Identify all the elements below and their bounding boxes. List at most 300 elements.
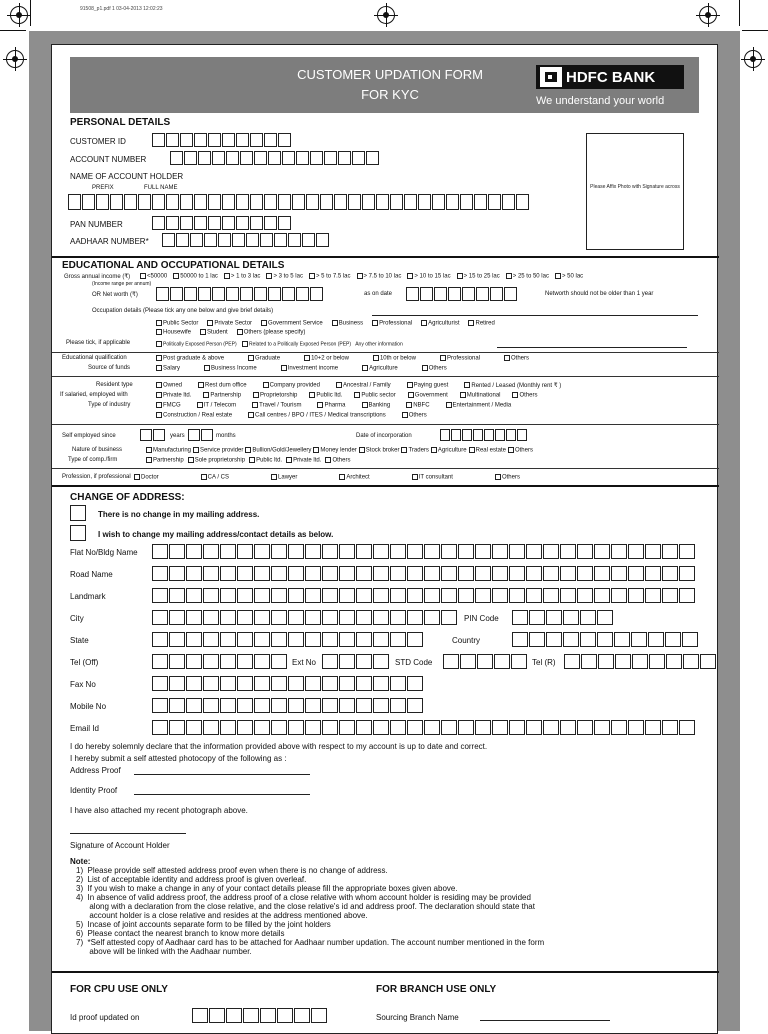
option-checkbox[interactable]: [156, 382, 162, 388]
char-box[interactable]: [322, 588, 338, 603]
option-item[interactable]: [362, 402, 391, 409]
char-box[interactable]: [407, 588, 423, 603]
option-item[interactable]: [198, 382, 247, 389]
char-box[interactable]: [424, 544, 440, 559]
char-box[interactable]: [424, 566, 440, 581]
char-box[interactable]: [476, 287, 489, 301]
char-box[interactable]: [512, 632, 528, 647]
char-box[interactable]: [296, 287, 309, 301]
char-box[interactable]: [237, 720, 253, 735]
char-box[interactable]: [220, 544, 236, 559]
char-box[interactable]: [543, 588, 559, 603]
char-box[interactable]: [390, 566, 406, 581]
option-item[interactable]: [469, 447, 506, 454]
char-box[interactable]: [254, 720, 270, 735]
char-box[interactable]: [169, 698, 185, 713]
tel-off-boxes[interactable]: [152, 654, 288, 669]
char-box[interactable]: [254, 588, 270, 603]
address-proof-line[interactable]: [134, 774, 310, 775]
char-box[interactable]: [666, 654, 682, 669]
option-checkbox[interactable]: [248, 412, 254, 418]
char-box[interactable]: [611, 720, 627, 735]
char-box[interactable]: [212, 151, 225, 165]
option-item[interactable]: [464, 382, 561, 389]
option-item[interactable]: [252, 402, 301, 409]
char-box[interactable]: [506, 429, 516, 441]
char-box[interactable]: [222, 216, 235, 230]
char-box[interactable]: [645, 588, 661, 603]
option-item[interactable]: [495, 474, 520, 481]
city-boxes[interactable]: [152, 610, 458, 625]
option-checkbox[interactable]: [464, 382, 470, 388]
char-box[interactable]: [390, 698, 406, 713]
option-checkbox[interactable]: [495, 474, 501, 480]
option-checkbox[interactable]: [504, 355, 510, 361]
char-box[interactable]: [305, 720, 321, 735]
char-box[interactable]: [260, 233, 273, 247]
char-box[interactable]: [356, 610, 372, 625]
char-box[interactable]: [451, 429, 461, 441]
option-item[interactable]: [431, 447, 467, 454]
char-box[interactable]: [169, 676, 185, 691]
option-checkbox[interactable]: [198, 382, 204, 388]
char-box[interactable]: [404, 194, 417, 210]
char-box[interactable]: [484, 429, 494, 441]
char-box[interactable]: [560, 720, 576, 735]
option-checkbox[interactable]: [271, 474, 277, 480]
char-box[interactable]: [492, 566, 508, 581]
option-checkbox[interactable]: [372, 320, 378, 326]
option-checkbox[interactable]: [146, 457, 152, 463]
char-box[interactable]: [356, 654, 372, 669]
char-box[interactable]: [645, 544, 661, 559]
char-box[interactable]: [220, 610, 236, 625]
char-box[interactable]: [373, 544, 389, 559]
option-checkbox[interactable]: [512, 392, 518, 398]
char-box[interactable]: [186, 544, 202, 559]
char-box[interactable]: [407, 676, 423, 691]
char-box[interactable]: [356, 566, 372, 581]
char-box[interactable]: [543, 544, 559, 559]
char-box[interactable]: [180, 216, 193, 230]
char-box[interactable]: [352, 151, 365, 165]
char-box[interactable]: [441, 566, 457, 581]
char-box[interactable]: [82, 194, 95, 210]
full-name-boxes[interactable]: [68, 194, 530, 210]
networth-boxes[interactable]: [156, 287, 324, 301]
option-item[interactable]: [207, 320, 252, 327]
char-box[interactable]: [373, 654, 389, 669]
country-boxes[interactable]: [512, 632, 699, 647]
char-box[interactable]: [237, 588, 253, 603]
char-box[interactable]: [226, 1008, 242, 1023]
char-box[interactable]: [180, 133, 193, 147]
char-box[interactable]: [208, 194, 221, 210]
option-checkbox[interactable]: [252, 402, 258, 408]
option-checkbox[interactable]: [362, 402, 368, 408]
option-checkbox[interactable]: [286, 457, 292, 463]
char-box[interactable]: [407, 720, 423, 735]
char-box[interactable]: [194, 133, 207, 147]
char-box[interactable]: [546, 632, 562, 647]
char-box[interactable]: [203, 632, 219, 647]
option-checkbox[interactable]: [457, 273, 463, 279]
char-box[interactable]: [407, 610, 423, 625]
option-checkbox[interactable]: [281, 365, 287, 371]
char-box[interactable]: [509, 720, 525, 735]
char-box[interactable]: [390, 720, 406, 735]
char-box[interactable]: [250, 216, 263, 230]
option-item[interactable]: [325, 457, 350, 464]
option-checkbox[interactable]: [469, 447, 475, 453]
char-box[interactable]: [218, 233, 231, 247]
option-item[interactable]: [446, 402, 512, 409]
char-box[interactable]: [597, 610, 613, 625]
char-box[interactable]: [192, 1008, 208, 1023]
char-box[interactable]: [169, 566, 185, 581]
char-box[interactable]: [356, 676, 372, 691]
char-box[interactable]: [294, 1008, 310, 1023]
char-box[interactable]: [390, 632, 406, 647]
char-box[interactable]: [274, 233, 287, 247]
char-box[interactable]: [560, 566, 576, 581]
pan-boxes[interactable]: [152, 216, 292, 230]
option-item[interactable]: [555, 273, 583, 280]
char-box[interactable]: [194, 216, 207, 230]
flat-boxes[interactable]: [152, 544, 696, 559]
option-checkbox[interactable]: [237, 329, 243, 335]
char-box[interactable]: [254, 676, 270, 691]
option-checkbox[interactable]: [362, 365, 368, 371]
char-box[interactable]: [458, 566, 474, 581]
char-box[interactable]: [373, 588, 389, 603]
option-checkbox[interactable]: [460, 392, 466, 398]
option-item[interactable]: [193, 447, 243, 454]
char-box[interactable]: [611, 544, 627, 559]
char-box[interactable]: [356, 588, 372, 603]
char-box[interactable]: [516, 194, 529, 210]
char-box[interactable]: [226, 151, 239, 165]
char-box[interactable]: [594, 720, 610, 735]
option-item[interactable]: [134, 474, 159, 481]
char-box[interactable]: [443, 654, 459, 669]
char-box[interactable]: [169, 720, 185, 735]
char-box[interactable]: [278, 133, 291, 147]
option-item[interactable]: [266, 273, 303, 280]
char-box[interactable]: [577, 588, 593, 603]
option-item[interactable]: [261, 320, 323, 327]
char-box[interactable]: [169, 610, 185, 625]
char-box[interactable]: [322, 566, 338, 581]
char-box[interactable]: [278, 194, 291, 210]
option-checkbox[interactable]: [156, 392, 162, 398]
char-box[interactable]: [373, 566, 389, 581]
char-box[interactable]: [220, 676, 236, 691]
char-box[interactable]: [475, 566, 491, 581]
char-box[interactable]: [339, 632, 355, 647]
char-box[interactable]: [288, 610, 304, 625]
char-box[interactable]: [236, 194, 249, 210]
char-box[interactable]: [649, 654, 665, 669]
char-box[interactable]: [529, 632, 545, 647]
option-item[interactable]: [156, 355, 224, 362]
char-box[interactable]: [152, 133, 165, 147]
char-box[interactable]: [166, 133, 179, 147]
char-box[interactable]: [282, 287, 295, 301]
email-boxes[interactable]: [152, 720, 696, 735]
char-box[interactable]: [495, 429, 505, 441]
char-box[interactable]: [339, 544, 355, 559]
no-change-checkbox[interactable]: [70, 505, 86, 521]
char-box[interactable]: [458, 720, 474, 735]
char-box[interactable]: [198, 151, 211, 165]
char-box[interactable]: [645, 566, 661, 581]
char-box[interactable]: [560, 588, 576, 603]
char-box[interactable]: [322, 610, 338, 625]
char-box[interactable]: [203, 566, 219, 581]
option-item[interactable]: [362, 365, 398, 372]
char-box[interactable]: [683, 654, 699, 669]
char-box[interactable]: [406, 287, 419, 301]
option-item[interactable]: [332, 320, 363, 327]
char-box[interactable]: [240, 151, 253, 165]
char-box[interactable]: [152, 588, 168, 603]
option-checkbox[interactable]: [188, 457, 194, 463]
char-box[interactable]: [203, 676, 219, 691]
char-box[interactable]: [222, 194, 235, 210]
char-box[interactable]: [564, 654, 580, 669]
char-box[interactable]: [190, 233, 203, 247]
sourcing-branch-line[interactable]: [480, 1020, 610, 1021]
char-box[interactable]: [156, 287, 169, 301]
option-checkbox[interactable]: [359, 447, 365, 453]
option-item[interactable]: [407, 382, 449, 389]
char-box[interactable]: [339, 588, 355, 603]
char-box[interactable]: [152, 194, 165, 210]
char-box[interactable]: [460, 194, 473, 210]
char-box[interactable]: [526, 588, 542, 603]
option-item[interactable]: [140, 273, 167, 280]
option-checkbox[interactable]: [173, 273, 179, 279]
option-item[interactable]: [156, 329, 191, 336]
option-item[interactable]: [146, 447, 191, 454]
char-box[interactable]: [288, 720, 304, 735]
option-item[interactable]: [200, 329, 228, 336]
mobile-boxes[interactable]: [152, 698, 424, 713]
char-box[interactable]: [432, 194, 445, 210]
char-box[interactable]: [458, 588, 474, 603]
option-checkbox[interactable]: [440, 355, 446, 361]
char-box[interactable]: [203, 610, 219, 625]
option-item[interactable]: [317, 402, 345, 409]
self-employed-years-boxes[interactable]: [140, 429, 166, 441]
char-box[interactable]: [152, 632, 168, 647]
option-checkbox[interactable]: [508, 447, 514, 453]
char-box[interactable]: [339, 676, 355, 691]
char-box[interactable]: [628, 544, 644, 559]
char-box[interactable]: [186, 610, 202, 625]
option-checkbox[interactable]: [412, 474, 418, 480]
char-box[interactable]: [260, 1008, 276, 1023]
char-box[interactable]: [184, 287, 197, 301]
option-checkbox[interactable]: [200, 329, 206, 335]
char-box[interactable]: [334, 194, 347, 210]
option-checkbox[interactable]: [156, 402, 162, 408]
option-item[interactable]: [156, 320, 198, 327]
char-box[interactable]: [348, 194, 361, 210]
char-box[interactable]: [220, 632, 236, 647]
option-item[interactable]: [506, 273, 549, 280]
option-item[interactable]: [156, 382, 182, 389]
char-box[interactable]: [526, 566, 542, 581]
char-box[interactable]: [679, 588, 695, 603]
option-item[interactable]: [407, 273, 450, 280]
state-boxes[interactable]: [152, 632, 424, 647]
option-item[interactable]: [304, 355, 349, 362]
option-item[interactable]: [156, 412, 232, 419]
char-box[interactable]: [201, 429, 213, 441]
char-box[interactable]: [460, 654, 476, 669]
option-item[interactable]: [401, 447, 428, 454]
char-box[interactable]: [424, 720, 440, 735]
option-item[interactable]: [406, 402, 429, 409]
char-box[interactable]: [441, 610, 457, 625]
char-box[interactable]: [209, 1008, 225, 1023]
char-box[interactable]: [170, 151, 183, 165]
char-box[interactable]: [305, 698, 321, 713]
char-box[interactable]: [203, 588, 219, 603]
option-checkbox[interactable]: [204, 365, 210, 371]
char-box[interactable]: [502, 194, 515, 210]
option-item[interactable]: [204, 365, 257, 372]
char-box[interactable]: [614, 632, 630, 647]
char-box[interactable]: [598, 654, 614, 669]
char-box[interactable]: [306, 194, 319, 210]
char-box[interactable]: [220, 654, 236, 669]
char-box[interactable]: [246, 233, 259, 247]
char-box[interactable]: [529, 610, 545, 625]
option-checkbox[interactable]: [207, 320, 213, 326]
option-checkbox[interactable]: [156, 329, 162, 335]
char-box[interactable]: [288, 698, 304, 713]
ext-boxes[interactable]: [322, 654, 390, 669]
char-box[interactable]: [611, 588, 627, 603]
char-box[interactable]: [560, 544, 576, 559]
account-number-boxes[interactable]: [170, 151, 380, 165]
char-box[interactable]: [322, 632, 338, 647]
char-box[interactable]: [373, 610, 389, 625]
char-box[interactable]: [662, 544, 678, 559]
char-box[interactable]: [366, 151, 379, 165]
option-item[interactable]: [271, 474, 297, 481]
option-item[interactable]: [201, 474, 229, 481]
char-box[interactable]: [448, 287, 461, 301]
option-item[interactable]: [197, 402, 236, 409]
char-box[interactable]: [220, 566, 236, 581]
tel-r-boxes[interactable]: [564, 654, 717, 669]
char-box[interactable]: [322, 676, 338, 691]
char-box[interactable]: [362, 194, 375, 210]
char-box[interactable]: [509, 566, 525, 581]
char-box[interactable]: [222, 133, 235, 147]
char-box[interactable]: [186, 632, 202, 647]
option-item[interactable]: [156, 402, 181, 409]
char-box[interactable]: [169, 654, 185, 669]
char-box[interactable]: [682, 632, 698, 647]
option-checkbox[interactable]: [156, 412, 162, 418]
option-item[interactable]: [373, 355, 416, 362]
option-checkbox[interactable]: [253, 392, 259, 398]
option-item[interactable]: [440, 355, 480, 362]
char-box[interactable]: [441, 544, 457, 559]
char-box[interactable]: [166, 216, 179, 230]
char-box[interactable]: [390, 194, 403, 210]
option-checkbox[interactable]: [140, 273, 146, 279]
option-item[interactable]: [468, 320, 494, 327]
char-box[interactable]: [203, 720, 219, 735]
char-box[interactable]: [477, 654, 493, 669]
char-box[interactable]: [700, 654, 716, 669]
char-box[interactable]: [662, 720, 678, 735]
option-checkbox[interactable]: [506, 273, 512, 279]
option-checkbox[interactable]: [332, 320, 338, 326]
char-box[interactable]: [237, 676, 253, 691]
char-box[interactable]: [434, 287, 447, 301]
char-box[interactable]: [373, 698, 389, 713]
char-box[interactable]: [662, 588, 678, 603]
option-checkbox[interactable]: [156, 355, 162, 361]
char-box[interactable]: [250, 194, 263, 210]
option-checkbox[interactable]: [309, 392, 315, 398]
char-box[interactable]: [407, 544, 423, 559]
option-checkbox[interactable]: [266, 273, 272, 279]
char-box[interactable]: [237, 610, 253, 625]
char-box[interactable]: [184, 151, 197, 165]
char-box[interactable]: [152, 720, 168, 735]
char-box[interactable]: [679, 544, 695, 559]
char-box[interactable]: [152, 676, 168, 691]
option-checkbox[interactable]: [339, 474, 345, 480]
char-box[interactable]: [271, 566, 287, 581]
char-box[interactable]: [376, 194, 389, 210]
char-box[interactable]: [236, 133, 249, 147]
char-box[interactable]: [373, 676, 389, 691]
char-box[interactable]: [594, 588, 610, 603]
char-box[interactable]: [232, 233, 245, 247]
char-box[interactable]: [390, 676, 406, 691]
option-checkbox[interactable]: [248, 355, 254, 361]
char-box[interactable]: [424, 610, 440, 625]
char-box[interactable]: [580, 632, 596, 647]
char-box[interactable]: [186, 654, 202, 669]
option-checkbox[interactable]: [203, 392, 209, 398]
option-item[interactable]: [248, 355, 280, 362]
char-box[interactable]: [512, 610, 528, 625]
char-box[interactable]: [339, 654, 355, 669]
option-checkbox[interactable]: [408, 392, 414, 398]
char-box[interactable]: [546, 610, 562, 625]
char-box[interactable]: [140, 429, 152, 441]
char-box[interactable]: [240, 287, 253, 301]
char-box[interactable]: [277, 1008, 293, 1023]
char-box[interactable]: [138, 194, 151, 210]
char-box[interactable]: [339, 610, 355, 625]
option-checkbox[interactable]: [468, 320, 474, 326]
char-box[interactable]: [462, 429, 472, 441]
char-box[interactable]: [186, 588, 202, 603]
char-box[interactable]: [254, 544, 270, 559]
option-item[interactable]: [188, 457, 245, 464]
